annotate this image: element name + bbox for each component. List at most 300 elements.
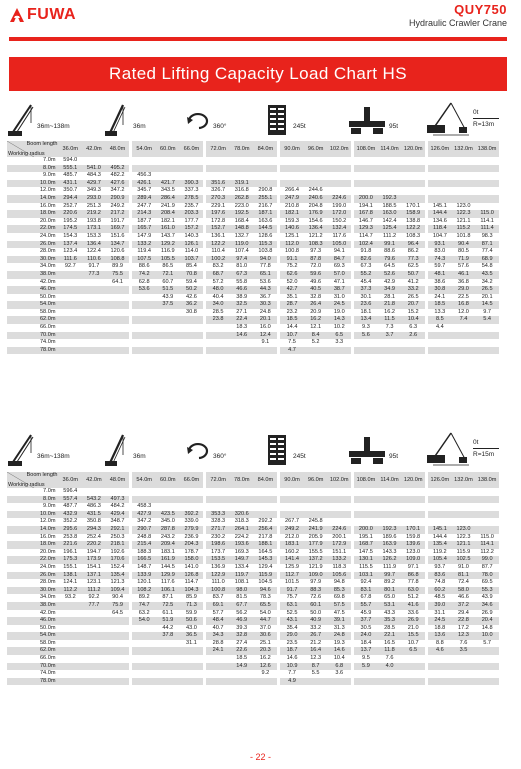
table-row: [7, 640, 499, 648]
capacity-cell: 81.5: [236, 594, 248, 601]
capacity-cell: 40.5: [304, 286, 328, 294]
capacity-cell: [378, 157, 402, 165]
capacity-cell: 245.8: [308, 518, 323, 525]
capacity-cell: [327, 503, 351, 511]
boom-length-header-cell: 96.0m: [304, 141, 328, 157]
capacity-cell: 22.4: [230, 316, 254, 324]
capacity-cell: 13.6: [428, 632, 452, 640]
capacity-cell: 347.2: [137, 518, 152, 525]
capacity-cell: [106, 347, 130, 355]
capacity-cell: [106, 663, 130, 671]
radius-cell: 7.0m: [43, 157, 56, 163]
capacity-cell: [452, 165, 476, 173]
capacity-cell: [428, 678, 452, 686]
capacity-cell: [156, 172, 180, 180]
capacity-cell: 63.0: [401, 587, 425, 595]
table-row: [7, 534, 499, 542]
capacity-cell: [82, 309, 106, 317]
capacity-cell: 147.5: [358, 548, 373, 555]
table-row: [7, 332, 499, 340]
capacity-cell: 121.3: [110, 579, 125, 586]
capacity-cell: [475, 172, 499, 180]
capacity-cell: 173.7: [211, 548, 226, 555]
capacity-cell: 250.3: [110, 533, 125, 540]
capacity-cell: 115.9: [254, 572, 278, 580]
capacity-cell: 195.2: [63, 217, 78, 224]
capacity-cell: [180, 496, 204, 504]
radius-cell: 46.0m: [7, 286, 58, 294]
capacity-cell: 91.1: [280, 256, 304, 264]
capacity-cell: 140.3: [184, 232, 199, 239]
capacity-cell: [82, 157, 106, 165]
capacity-cell: [254, 511, 278, 519]
capacity-cell: 10.7: [407, 639, 419, 646]
capacity-cell: 72.1: [156, 271, 180, 279]
capacity-cell: 43.9: [481, 594, 493, 601]
capacity-cell: 122.9: [206, 572, 230, 580]
capacity-cell: [452, 187, 476, 195]
capacity-cell: [378, 339, 402, 347]
capacity-cell: [132, 625, 156, 633]
capacity-cell: 99.7: [378, 572, 402, 580]
capacity-cell: [428, 670, 452, 678]
capacity-cell: [206, 488, 230, 496]
capacity-cell: [58, 663, 82, 671]
capacity-cell: 111.9: [382, 563, 397, 570]
capacity-cell: [132, 488, 156, 496]
capacity-cell: 4.7: [280, 347, 304, 355]
load-chart-table-1: [7, 141, 499, 354]
capacity-cell: 64.1: [112, 278, 123, 285]
capacity-cell: 50.6: [180, 617, 204, 625]
capacity-cell: 148.7: [137, 563, 152, 570]
capacity-cell: 294.3: [82, 526, 106, 534]
capacity-cell: 31.3: [333, 624, 345, 631]
capacity-cell: 112.2: [58, 587, 82, 595]
capacity-cell: 248.8: [137, 533, 152, 540]
capacity-cell: 192.5: [230, 210, 254, 218]
capacity-cell: [180, 655, 204, 663]
capacity-cell: [378, 503, 402, 511]
capacity-cell: [304, 172, 328, 180]
capacity-cell: 151.1: [332, 548, 347, 555]
capacity-cell: 28.5: [384, 624, 395, 631]
capacity-cell: [82, 339, 106, 347]
capacity-cell: 14.9: [230, 663, 254, 671]
capacity-cell: 115.0: [480, 533, 494, 540]
table-row: [7, 187, 499, 195]
table-row: [7, 526, 499, 534]
radius-cell: 30.0m: [7, 256, 58, 264]
capacity-cell: 15.5: [401, 632, 425, 640]
capacity-cell: 42.9: [384, 278, 395, 285]
capacity-cell: [327, 172, 351, 180]
radius-cell: 18.0m: [7, 210, 58, 218]
capacity-cell: 200.1: [332, 533, 347, 540]
capacity-cell: 6.3: [409, 324, 418, 331]
boom-length-header-cell: 108.0m: [354, 472, 378, 488]
capacity-cell: 193.6: [230, 541, 254, 549]
radius-cell: 24.0m: [39, 232, 56, 239]
capacity-cell: 86.5: [162, 263, 174, 270]
page-title: Rated Lifting Capacity Load Chart HS: [109, 64, 407, 83]
capacity-cell: 26.9: [481, 609, 493, 616]
capacity-cell: [156, 678, 180, 686]
capacity-cell: [206, 670, 230, 678]
capacity-cell: [82, 279, 106, 287]
capacity-cell: [475, 670, 499, 678]
capacity-cell: 484.2: [110, 503, 125, 510]
capacity-cell: 7.6: [385, 655, 394, 662]
working-radius-header: Working radius: [8, 150, 45, 157]
capacity-cell: 244.6: [308, 187, 323, 194]
capacity-cell: 104.5: [258, 579, 273, 586]
capacity-cell: 197.6: [206, 210, 230, 218]
capacity-cell: 392.2: [180, 511, 204, 519]
capacity-cell: [354, 678, 378, 686]
capacity-cell: 100.2: [206, 256, 230, 264]
capacity-cell: 108.1: [234, 579, 249, 586]
boom-length-header-cell: 60.0m: [156, 472, 180, 488]
capacity-cell: [58, 309, 82, 317]
capacity-cell: 557.4: [58, 496, 82, 504]
config-icon-row-1: [7, 101, 507, 139]
capacity-cell: 50.2: [180, 286, 204, 294]
capacity-cell: [58, 625, 82, 633]
capacity-cell: 23.5: [286, 639, 298, 646]
capacity-cell: [428, 496, 452, 504]
capacity-cell: 34.0: [206, 301, 230, 309]
capacity-cell: [132, 309, 156, 317]
capacity-cell: [156, 316, 180, 324]
capacity-cell: 14.8: [481, 624, 493, 631]
capacity-cell: 18.3: [236, 324, 248, 331]
capacity-cell: 347.2: [110, 187, 125, 194]
capacity-cell: 97.9: [310, 579, 322, 586]
capacity-cell: [58, 339, 82, 347]
capacity-cell: 189.6: [382, 533, 397, 540]
capacity-cell: 123.0: [452, 526, 476, 534]
capacity-cell: [452, 332, 476, 340]
capacity-cell: 23.2: [286, 308, 298, 315]
capacity-cell: [378, 518, 402, 526]
capacity-cell: 49.6: [310, 278, 322, 285]
capacity-cell: 352.2: [63, 518, 78, 525]
capacity-cell: 26.5: [407, 293, 419, 300]
brand-name: FUWA: [27, 6, 77, 23]
capacity-cell: 67.7: [230, 602, 254, 610]
capacity-cell: 294.4: [58, 195, 82, 203]
radius-cell: 10.0m: [7, 180, 58, 188]
capacity-cell: 116.9: [161, 248, 175, 255]
superlift-weight-label: 0t: [473, 439, 479, 446]
capacity-cell: [106, 301, 130, 309]
capacity-cell: [475, 511, 499, 519]
capacity-cell: 18.5: [280, 316, 304, 324]
capacity-cell: 121.2: [308, 232, 323, 239]
capacity-cell: 8.8: [435, 639, 444, 646]
capacity-cell: [428, 488, 452, 496]
capacity-cell: 115.9: [456, 548, 471, 555]
capacity-cell: [452, 511, 476, 519]
capacity-cell: 251.3: [86, 202, 101, 209]
capacity-cell: [106, 324, 130, 332]
capacity-cell: 88.6: [384, 248, 395, 255]
boom-length-header-cell: 90.0m: [280, 472, 304, 488]
capacity-cell: 55.3: [475, 587, 499, 595]
capacity-cell: 69.8: [333, 594, 345, 601]
capacity-cell: 21.8: [378, 301, 402, 309]
capacity-cell: 135.4: [106, 572, 130, 580]
capacity-cell: [254, 678, 278, 686]
capacity-cell: [475, 488, 499, 496]
capacity-cell: [428, 503, 452, 511]
capacity-cell: 152.4: [110, 563, 125, 570]
capacity-cell: [106, 655, 130, 663]
capacity-cell: 75.7: [286, 594, 298, 601]
capacity-cell: 13.7: [354, 647, 378, 655]
capacity-cell: 43.1: [280, 617, 304, 625]
capacity-cell: [378, 180, 402, 188]
capacity-cell: 187.7: [137, 217, 152, 224]
capacity-cell: 164.5: [258, 548, 273, 555]
table-row: [7, 324, 499, 332]
capacity-cell: 69.5: [481, 579, 493, 586]
capacity-cell: [452, 678, 476, 686]
capacity-cell: 235.7: [184, 202, 199, 209]
table-row: [7, 286, 499, 294]
capacity-cell: 36.7: [259, 293, 271, 300]
capacity-cell: [156, 663, 180, 671]
page-number: - 22 -: [249, 752, 271, 762]
capacity-cell: [254, 172, 278, 180]
capacity-cell: 16.4: [304, 647, 328, 655]
capacity-cell: 134.6: [432, 217, 447, 224]
capacity-cell: [82, 678, 106, 686]
capacity-cell: 147.9: [137, 232, 152, 239]
capacity-cell: [58, 678, 82, 686]
capacity-cell: [106, 632, 130, 640]
capacity-cell: 101.5: [285, 579, 300, 586]
capacity-cell: 13.4: [354, 316, 378, 324]
table-row: [7, 339, 499, 347]
capacity-cell: 94.0: [254, 256, 278, 264]
capacity-cell: [82, 301, 106, 309]
capacity-cell: 132.7: [234, 232, 249, 239]
capacity-cell: [428, 332, 452, 340]
capacity-cell: 32.8: [310, 293, 322, 300]
capacity-cell: 123.0: [456, 202, 471, 209]
boom-length-header-cell: 60.0m: [156, 141, 180, 157]
capacity-cell: 158.9: [401, 210, 425, 218]
capacity-cell: 40.4: [212, 293, 224, 300]
capacity-cell: 118.3: [332, 563, 347, 570]
boom-length-header-cell: 78.0m: [230, 141, 254, 157]
capacity-cell: 175.3: [58, 556, 82, 564]
radius-cell: 70.0m: [7, 332, 58, 340]
capacity-cell: 86.8: [401, 572, 425, 580]
capacity-cell: [475, 503, 499, 511]
capacity-cell: 62.6: [280, 271, 304, 279]
capacity-cell: 29.0: [280, 632, 304, 640]
capacity-cell: 105.4: [428, 556, 452, 564]
capacity-cell: 37.3: [354, 286, 378, 294]
capacity-cell: [156, 332, 180, 340]
capacity-cell: 328.3: [211, 518, 226, 525]
capacity-cell: [354, 503, 378, 511]
capacity-cell: 351.6: [206, 180, 230, 188]
capacity-cell: 5.7: [483, 639, 492, 646]
capacity-cell: 140.6: [280, 225, 304, 233]
capacity-cell: 43.0: [186, 624, 197, 631]
capacity-cell: 137.4: [58, 241, 82, 249]
capacity-cell: 18.7: [280, 647, 304, 655]
boom-length-header: Boom length: [26, 472, 58, 478]
capacity-cell: 8.4: [304, 332, 328, 340]
capacity-cell: 199.0: [332, 202, 347, 209]
capacity-cell: 154.3: [63, 232, 78, 239]
capacity-cell: 182.1: [280, 210, 304, 218]
table-row: [7, 218, 499, 226]
capacity-cell: 32.8: [230, 632, 254, 640]
capacity-cell: [132, 165, 156, 173]
capacity-cell: [82, 347, 106, 355]
table-row: [7, 233, 499, 241]
radius-cell: 9.0m: [43, 503, 56, 510]
capacity-cell: [156, 324, 180, 332]
capacity-cell: [82, 610, 106, 618]
capacity-cell: 157.2: [180, 225, 204, 233]
capacity-cell: 484.3: [86, 172, 101, 179]
capacity-cell: 72.4: [458, 579, 469, 586]
capacity-cell: [58, 324, 82, 332]
capacity-cell: 4.6: [428, 647, 452, 655]
capacity-cell: 18.5: [236, 655, 248, 662]
capacity-cell: 98.3: [481, 232, 493, 239]
capacity-cell: 93.2: [64, 594, 76, 601]
capacity-cell: 118.4: [428, 225, 452, 233]
capacity-cell: 497.3: [106, 496, 130, 504]
header-corner: [7, 141, 58, 157]
capacity-cell: 20.4: [475, 617, 499, 625]
capacity-cell: [82, 670, 106, 678]
boom-length-header-cell: 114.0m: [378, 141, 402, 157]
boom-length-header-cell: 78.0m: [230, 472, 254, 488]
boom-length-header-cell: 66.0m: [180, 141, 204, 157]
counterweight-label: 245t: [293, 123, 306, 130]
capacity-cell: 89.2: [138, 594, 150, 601]
capacity-cell: 72.6: [310, 594, 322, 601]
capacity-cell: 71.3: [180, 602, 204, 610]
capacity-cell: 65.5: [254, 602, 278, 610]
radius-cell: 66.0m: [39, 655, 56, 662]
capacity-cell: [475, 324, 499, 332]
capacity-cell: [82, 655, 106, 663]
radius-cell: 22.0m: [7, 556, 58, 564]
capacity-cell: [401, 518, 425, 526]
capacity-cell: [132, 678, 156, 686]
capacity-cell: 192.3: [378, 195, 402, 203]
header-divider: [9, 37, 507, 41]
capacity-cell: 109.0: [304, 572, 328, 580]
capacity-cell: 37.2: [452, 602, 476, 610]
capacity-cell: 37.8: [156, 632, 180, 640]
capacity-cell: 15.2: [407, 308, 419, 315]
capacity-cell: 60.7: [162, 278, 174, 285]
capacity-cell: [132, 324, 156, 332]
capacity-cell: 23.8: [206, 316, 230, 324]
capacity-cell: 87.8: [304, 256, 328, 264]
boom-length-header-cell: 126.0m: [428, 472, 452, 488]
capacity-cell: 183.1: [280, 541, 304, 549]
capacity-cell: 229.1: [211, 202, 226, 209]
capacity-cell: 111.4: [475, 225, 499, 233]
capacity-cell: [428, 518, 452, 526]
capacity-cell: 108.2: [132, 587, 156, 595]
capacity-cell: 5.6: [354, 332, 378, 340]
capacity-cell: 219.2: [82, 210, 106, 218]
capacity-cell: 221.6: [58, 541, 82, 549]
capacity-cell: 159.8: [406, 533, 421, 540]
capacity-cell: 33.2: [401, 286, 425, 294]
capacity-cell: 117.6: [332, 232, 347, 239]
capacity-cell: 112.0: [280, 241, 304, 249]
table-row: [7, 210, 499, 218]
capacity-cell: 137.1: [82, 572, 106, 580]
capacity-cell: 122.2: [401, 225, 425, 233]
capacity-cell: [378, 511, 402, 519]
capacity-cell: [254, 180, 278, 188]
capacity-cell: [452, 180, 476, 188]
capacity-cell: [327, 165, 351, 173]
boom-angle-label: 36m: [133, 123, 146, 130]
radius-cell: 66.0m: [39, 324, 56, 331]
capacity-cell: [156, 488, 180, 496]
capacity-cell: 14.5: [475, 301, 499, 309]
radius-cell: 7.0m: [43, 488, 56, 494]
capacity-cell: 187.1: [254, 210, 278, 218]
capacity-cell: 111.6: [58, 256, 82, 264]
capacity-cell: 94.6: [254, 587, 278, 595]
capacity-cell: 159.3: [285, 217, 300, 224]
capacity-cell: 77.7: [82, 602, 106, 610]
capacity-cell: [304, 180, 328, 188]
config-icon-row-2: [7, 431, 507, 469]
capacity-cell: 119.7: [230, 572, 254, 580]
capacity-cell: 160.2: [285, 548, 300, 555]
capacity-cell: 287.8: [156, 526, 180, 534]
table-row: [7, 496, 499, 504]
capacity-cell: [132, 663, 156, 671]
capacity-cell: 319.1: [230, 180, 254, 188]
capacity-cell: 59.9: [186, 609, 197, 616]
capacity-cell: 198.6: [206, 541, 230, 549]
radius-cell: 38.0m: [7, 602, 58, 610]
capacity-cell: [354, 165, 378, 173]
capacity-cell: 178.7: [184, 548, 199, 555]
capacity-cell: 195.1: [358, 533, 373, 540]
capacity-cell: 249.2: [280, 526, 304, 534]
boom-length-header-cell: 54.0m: [132, 472, 156, 488]
capacity-cell: 5.2: [311, 339, 320, 346]
capacity-cell: 4.4: [435, 324, 444, 331]
model-block: [409, 2, 507, 28]
capacity-cell: 145.1: [432, 202, 447, 209]
capacity-cell: 252.4: [86, 533, 101, 540]
capacity-cell: [106, 316, 130, 324]
capacity-cell: 88.6: [138, 263, 150, 270]
capacity-cell: 316.8: [234, 187, 249, 194]
